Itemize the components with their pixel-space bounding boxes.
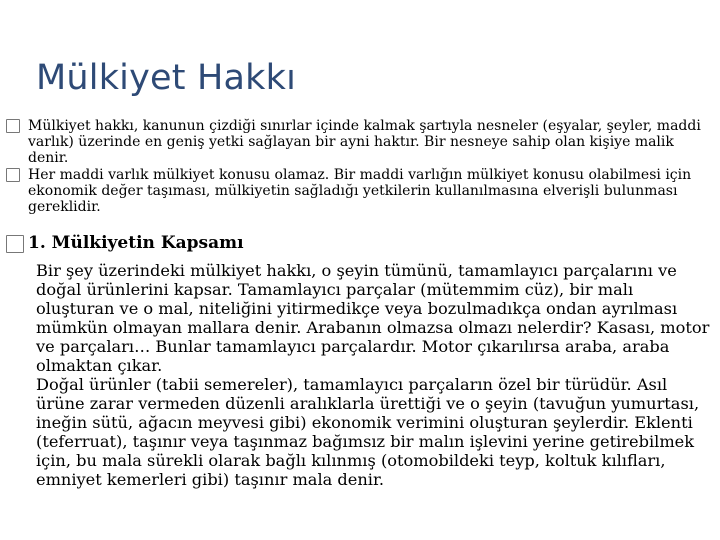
body-paragraph: Doğal ürünler (tabii semereler), tamamlayıcı parçaların özel bir türüdür. Asıl ürüne zarar vermeden düzenli aralıklarla ürettiği ve o şeyin (tavuğun yumurtası, ineğin sütü, ağacın meyvesi gibi) ekonomik verimini oluşturan şeylerdir. Eklenti (teferruat), taşınır veya taşınmaz bağımsız bir malın işlevini yerine getirebilmek için, bu mala sürekli olarak bağlı kılınmış (otomobildeki teyp, koltuk kılıfları, emniyet kemerleri gibi) taşınır mala denir. (36, 375, 700, 489)
section-heading-text: 1. Mülkiyetin Kapsamı (28, 233, 244, 253)
slide-content (6, 118, 712, 489)
bullet-item (6, 118, 712, 166)
square-placeholder-icon (6, 235, 24, 253)
slide-title: Mülkiyet Hakkı (36, 58, 297, 98)
body-paragraph: Bir şey üzerindeki mülkiyet hakkı, o şeyin tümünü, tamamlayıcı parçalarını ve doğal ürünlerini kapsar. Tamamlayıcı parçalar (mütemmim cüz), bir malı oluşturan ve o mal, niteliğini yitirmedikçe veya bozulmadıkça ondan ayrılması mümkün olmayan mallara denir. Arabanın olmazsa olmazı nelerdir? Kasası, motor ve parçaları… Bunlar tamamlayıcı parçalardır. Motor çıkarılırsa araba, araba olmaktan çıkar. (36, 261, 710, 375)
square-placeholder-icon (6, 168, 20, 182)
bullet-text: Mülkiyet hakkı, kanunun çizdiği sınırlar içinde kalmak şartıyla nesneler (eşyalar, şeyler, maddi varlık) üzerinde en geniş yetki sağlayan bir ayni haktır. Bir nesneye sahip olan kişiye malik denir. (28, 118, 701, 166)
square-placeholder-icon (6, 119, 20, 133)
bullet-text: Her maddi varlık mülkiyet konusu olamaz. Bir maddi varlığın mülkiyet konusu olabilmesi için ekonomik değer taşıması, mülkiyetin sağladığı yetkilerin kullanılmasına elverişli bulunması gereklidir. (28, 167, 692, 215)
bullet-item (6, 167, 712, 215)
section-body (6, 261, 712, 489)
section-heading (6, 232, 712, 254)
